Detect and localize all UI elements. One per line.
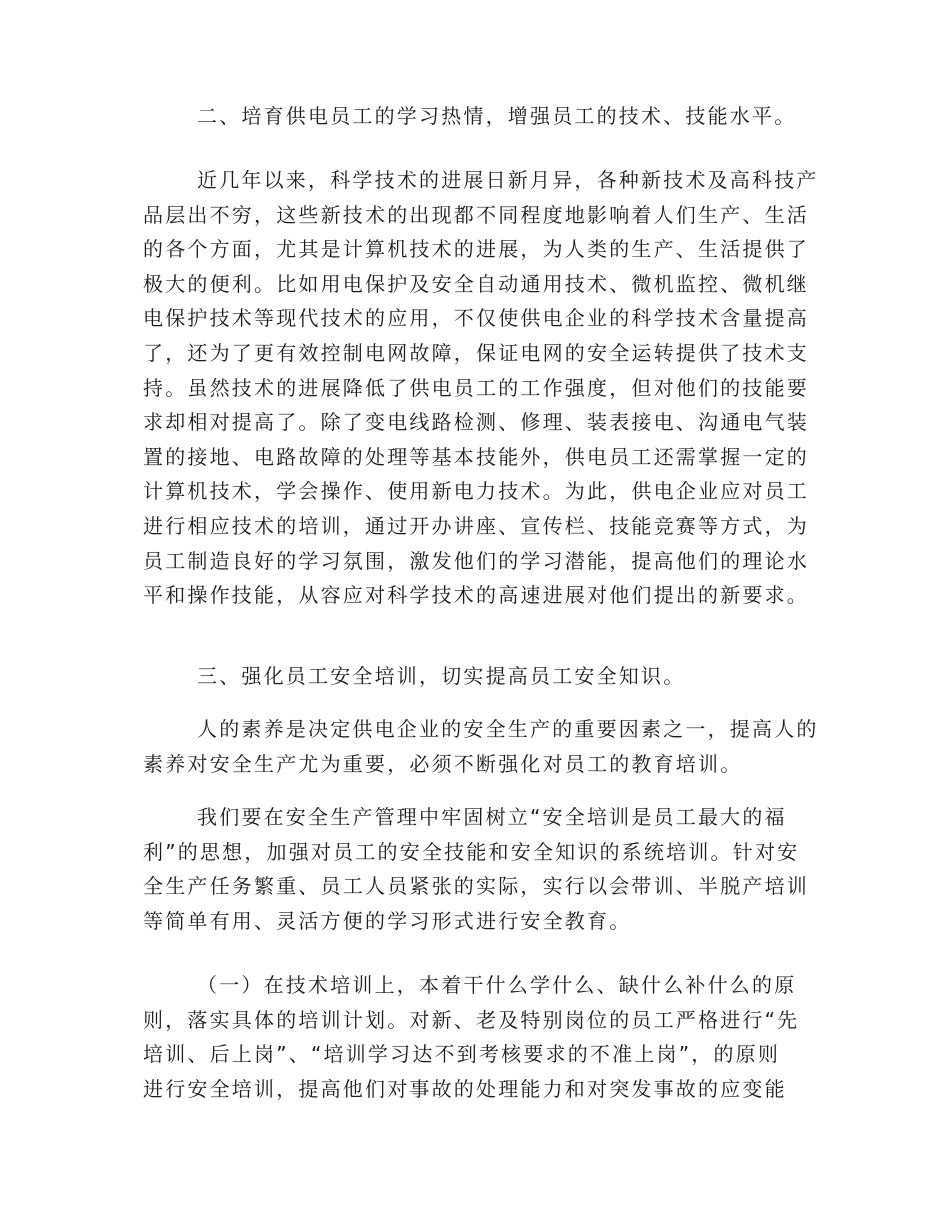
text-line: 则，落实具体的培训计划。对新、老及特别岗位的员工严格进行“先 [143, 1007, 800, 1032]
text-line: 素养对安全生产尤为重要，必须不断强化对员工的教育培训。 [143, 751, 743, 776]
text-line: （一）在技术培训上，本着干什么学什么、缺什么补什么的原 [197, 973, 797, 997]
text-line: 平和操作技能，从容应对科学技术的高速进展对他们提出的新要求。 [143, 583, 809, 608]
text-line: 等简单有用、灵活方便的学习形式进行安全教育。 [143, 908, 632, 933]
text-line: 我们要在安全生产管理中牢固树立“安全培训是员工最大的福 [197, 805, 787, 829]
text-line: 进行安全培训，提高他们对事故的处理能力和对突发事故的应变能 [143, 1076, 787, 1101]
text-line: 员工制造良好的学习氛围，激发他们的学习潜能，提高他们的理论水 [143, 548, 809, 573]
text-line: 人的素养是决定供电企业的安全生产的重要因素之一，提高人的 [197, 717, 819, 741]
paragraph-safety-training [143, 800, 809, 938]
text-line: 利”的思想，加强对员工的安全技能和安全知识的系统培训。针对安 [143, 839, 800, 864]
section-heading-2 [143, 99, 805, 134]
paragraph-tech-training [143, 163, 819, 613]
text-line: 求却相对提高了。除了变电线路检测、修理、装表接电、沟通电气装 [143, 410, 809, 435]
text-line: 极大的便利。比如用电保护及安全自动通用技术、微机监控、微机继 [143, 271, 809, 296]
text-line: 的各个方面，尤其是计算机技术的进展，为人类的生产、生活提供了 [143, 237, 809, 262]
text-line: 电保护技术等现代技术的应用，不仅使供电企业的科学技术含量提高 [143, 306, 809, 331]
text-line: 持。虽然技术的进展降低了供电员工的工作强度，但对他们的技能要 [143, 375, 809, 400]
text-line: 置的接地、电路故障的处理等基本技能外，供电员工还需掌握一定的 [143, 444, 809, 469]
text-line: 计算机技术，学会操作、使用新电力技术。为此，供电企业应对员工 [143, 479, 809, 504]
paragraph-human-quality [143, 712, 819, 781]
text-line: 三、强化员工安全培训，切实提高员工安全知识。 [197, 664, 686, 688]
text-line: 全生产任务繁重、员工人员紧张的实际，实行以会带训、半脱产培训 [143, 874, 809, 899]
paragraph-technical-training-item-1 [143, 968, 805, 1106]
text-line: 进行相应技术的培训，通过开办讲座、宣传栏、技能竞赛等方式，为 [143, 513, 809, 538]
text-line: 了，还为了更有效控制电网故障，保证电网的安全运转提供了技术支 [143, 340, 809, 365]
text-line: 二、培育供电员工的学习热情，增强员工的技术、技能水平。 [197, 104, 797, 128]
text-line: 近几年以来，科学技术的进展日新月异，各种新技术及高科技产 [197, 168, 819, 192]
text-line: 品层出不穷，这些新技术的出现都不同程度地影响着人们生产、生活 [143, 202, 809, 227]
section-heading-3 [143, 659, 805, 694]
text-line: 培训、后上岗”、“培训学习达不到考核要求的不准上岗”，的原则 [143, 1042, 781, 1067]
